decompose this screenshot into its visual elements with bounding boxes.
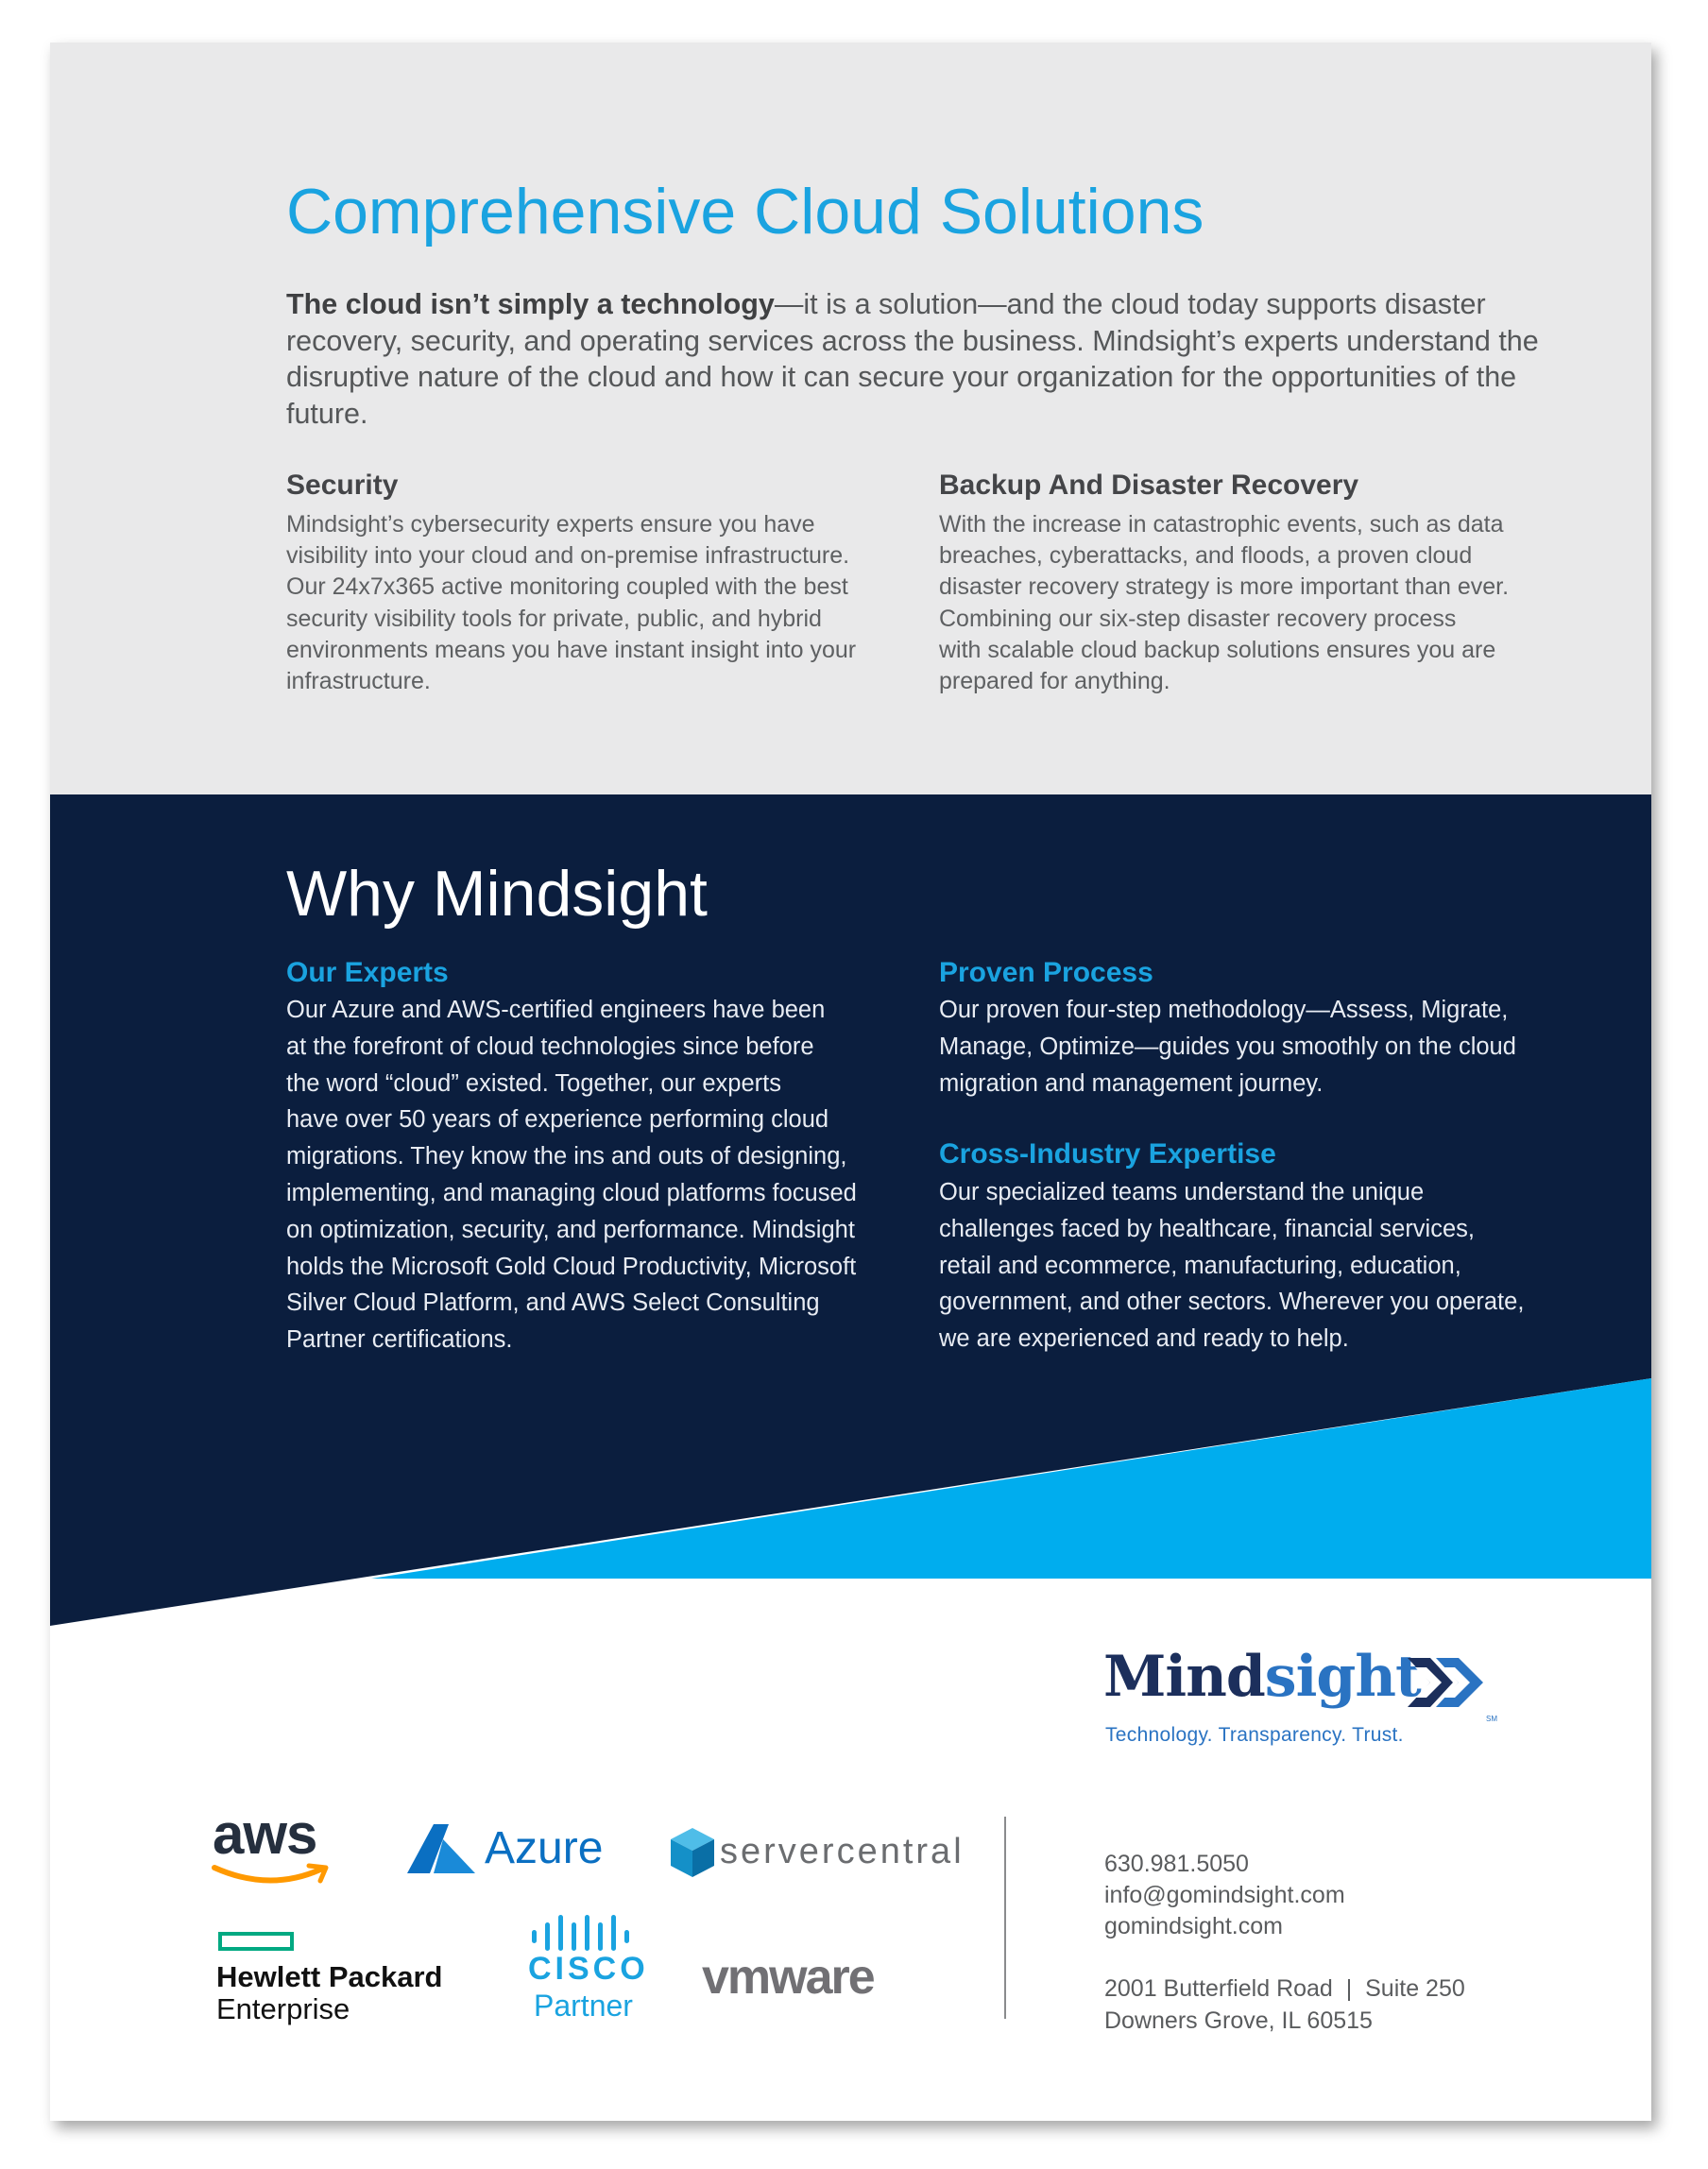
hpe-line2: Enterprise xyxy=(216,1992,350,2025)
cloud-intro-paragraph xyxy=(286,286,1590,432)
backup-body: With the increase in catastrophic events, such as data breaches, cyberattacks, and floods, a proven cloud disaster recovery strategy is more important than ever. Combining our six-step disaster recovery process with scalable cloud backup solutions ensures you are prepared for anything. xyxy=(939,511,1510,695)
cisco-wordmark: CISCO xyxy=(528,1951,649,1987)
azure-icon xyxy=(405,1822,477,1875)
intro-bold-lead: The cloud isn’t simply a technology xyxy=(286,288,775,320)
cube-icon xyxy=(669,1826,716,1879)
intro-rest: —it is a solution—and the cloud today supports disaster recovery, security, and operating services across the business. Mindsight’s experts understand the disruptive nature of the cloud and how it can secure your organization for the opportunities of the future. xyxy=(286,288,1539,430)
cisco-bars-icon xyxy=(530,1913,634,1951)
backup-heading: Backup And Disaster Recovery xyxy=(939,470,1359,501)
cross-industry-body: Our specialized teams understand the unique challenges faced by healthcare, financial services, retail and ecommerce, manufacturing, education, government, and other sectors. Wherever you operate, we are experienced and ready to help. xyxy=(939,1179,1525,1353)
vmware-logo xyxy=(702,1949,948,2015)
why-mindsight-title: Why Mindsight xyxy=(286,858,708,930)
vmware-wordmark: vmware xyxy=(702,1950,874,2005)
mindsight-wordmark: Mindsight xyxy=(1103,1644,1421,1710)
aws-smile-icon xyxy=(211,1862,333,1890)
chevrons-icon xyxy=(1404,1654,1489,1711)
contact-website: gomindsight.com xyxy=(1104,1913,1283,1939)
our-experts-heading: Our Experts xyxy=(286,957,449,988)
our-experts-body: Our Azure and AWS-certified engineers have been at the forefront of cloud technologies since before the word “cloud” existed. Together, our experts have over 50 years of experience performing cloud migrations. They know the ins and outs of designing, implementing, and managing cloud platforms focused on optimization, security, and performance. Mindsight holds the Microsoft Gold Cloud Productivity, Microsoft Silver Cloud Platform, and AWS Select Consulting Partner certifications. xyxy=(286,997,857,1354)
contact-phone: 630.981.5050 xyxy=(1104,1851,1249,1877)
hpe-logo xyxy=(216,1932,462,2036)
logos-contact-divider xyxy=(1004,1817,1006,2019)
aws-wordmark: aws xyxy=(213,1802,317,1866)
hpe-line1: Hewlett Packard xyxy=(216,1960,443,1993)
proven-process-heading: Proven Process xyxy=(939,957,1153,988)
service-mark: SM xyxy=(1486,1715,1497,1723)
cross-industry-heading: Cross-Industry Expertise xyxy=(939,1138,1276,1170)
security-body: Mindsight’s cybersecurity experts ensure you have visibility into your cloud and on-premise infrastructure. Our 24x7x365 active monitoring coupled with the best security visibility tools for private, public, and hybrid environments means you have instant insight into your infrastructure. xyxy=(286,511,857,695)
contact-email: info@gomindsight.com xyxy=(1104,1882,1345,1908)
contact-address-line2: Downers Grove, IL 60515 xyxy=(1104,2007,1373,2034)
cisco-partner-logo xyxy=(513,1913,655,2036)
cloud-solutions-title: Comprehensive Cloud Solutions xyxy=(286,176,1204,248)
aws-logo xyxy=(211,1802,343,1894)
cloud-solutions-section xyxy=(50,43,1651,794)
document-page xyxy=(50,43,1651,2121)
security-heading: Security xyxy=(286,470,399,501)
cisco-partner-label: Partner xyxy=(534,1989,633,2023)
mindsight-tagline: Technology. Transparency. Trust. xyxy=(1105,1724,1404,1746)
azure-logo xyxy=(405,1817,623,1883)
contact-address-line1: 2001 Butterfield Road | Suite 250 xyxy=(1104,1975,1465,2002)
hpe-element-icon xyxy=(218,1932,294,1951)
mindsight-logo xyxy=(1103,1644,1519,1781)
proven-process-body: Our proven four-step methodology—Assess, Migrate, Manage, Optimize—guides you smoothly on the cloud migration and management journey. xyxy=(939,997,1516,1097)
azure-wordmark: Azure xyxy=(485,1823,604,1873)
servercentral-logo xyxy=(669,1826,1047,1892)
servercentral-wordmark: servercentral xyxy=(720,1832,965,1871)
